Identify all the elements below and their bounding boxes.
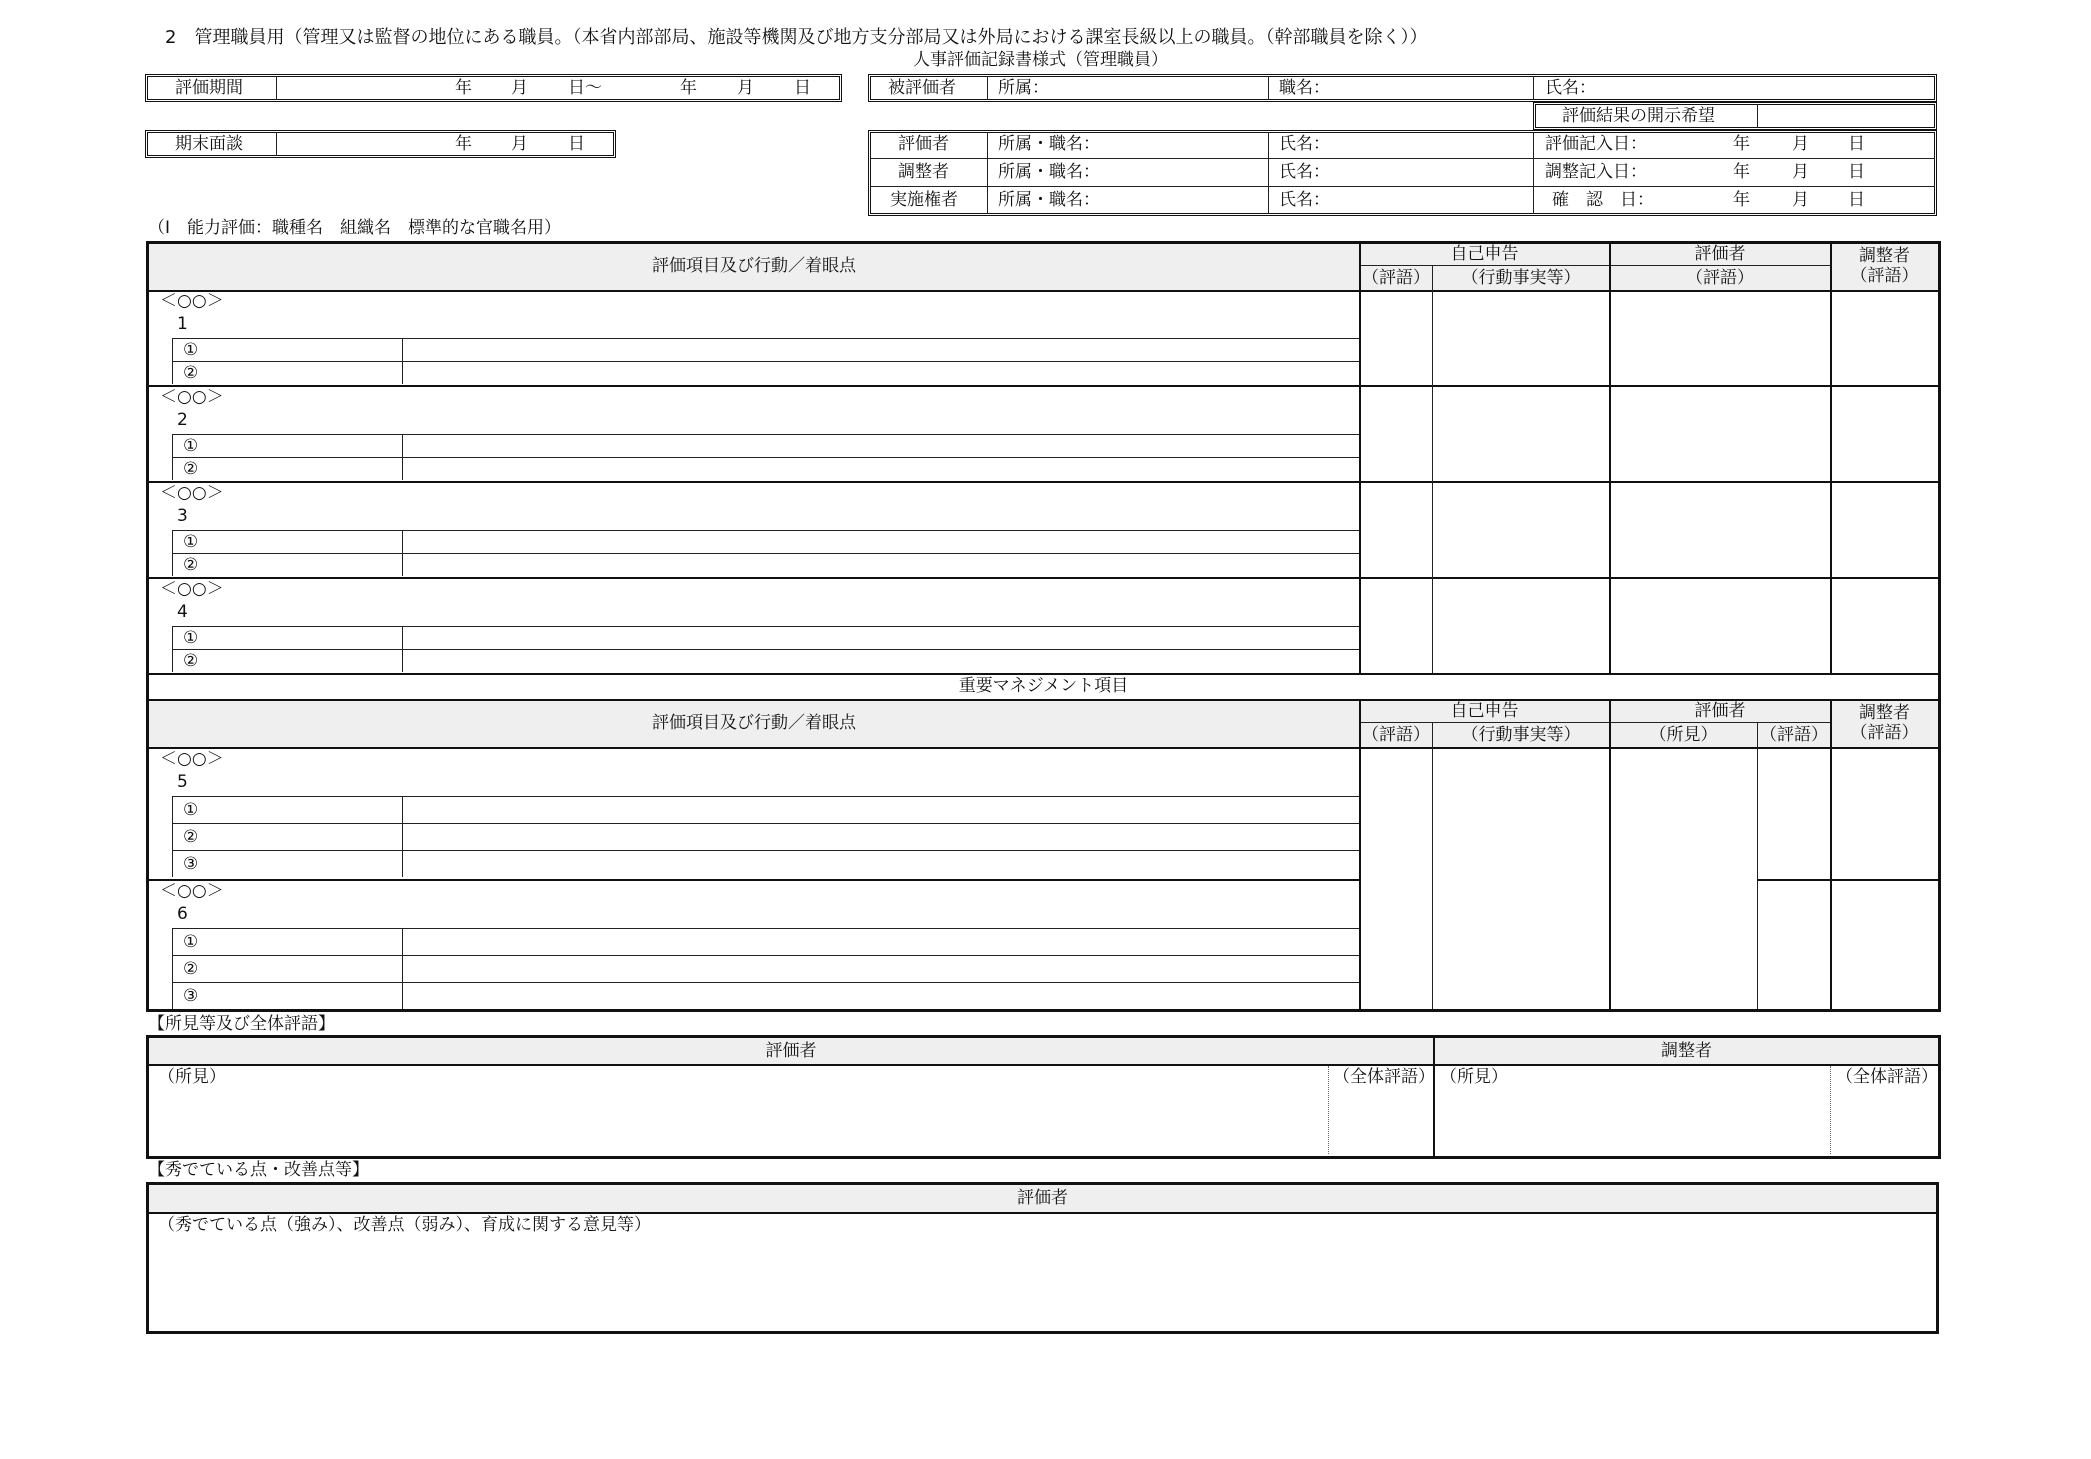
item-title: ＜○○＞ (160, 881, 224, 901)
implementer-affiliation: 所属・職名： (998, 190, 1100, 210)
sub-item-marker: ③ (183, 854, 199, 874)
item-number: 4 (177, 602, 188, 622)
evaluator-affiliation: 所属・職名： (998, 134, 1100, 154)
sub-item-marker: ② (183, 651, 199, 671)
evaluee-affiliation: 所属： (998, 78, 1049, 98)
item-number: 2 (177, 410, 188, 430)
period-start-month: 月 (511, 78, 528, 98)
evaluator-row-label: 評価者 (898, 134, 949, 154)
evaluator-hyogo-header: （評語） (1686, 268, 1754, 288)
item-title: ＜○○＞ (160, 483, 224, 503)
period-start-day: 日～ (568, 78, 602, 98)
sub-item-marker: ① (183, 932, 199, 952)
adjuster-zentai-label: （全体評語） (1836, 1067, 1938, 1087)
item-title: ＜○○＞ (160, 749, 224, 769)
evaluee-post: 職名： (1279, 78, 1330, 98)
evaluator-shoken-label: （所見） (158, 1067, 226, 1087)
implementer-date-day: 日 (1848, 190, 1865, 210)
self-report-header-2: 自己申告 (1450, 701, 1519, 721)
adjuster-date-month: 月 (1792, 162, 1809, 182)
evaluator-name: 氏名： (1279, 134, 1330, 154)
implementer-date-label: 確 認 日： (1552, 190, 1654, 210)
item-header-2: 評価項目及び行動／着眼点 (652, 713, 856, 733)
evaluator-date-month: 月 (1792, 134, 1809, 154)
overall-adjuster-header: 調整者 (1661, 1041, 1712, 1061)
adjuster-hyogo-header: （評語） (1850, 266, 1919, 286)
item-title: ＜○○＞ (160, 579, 224, 599)
evaluator-shoken-header: （所見） (1649, 725, 1718, 745)
sub-item-marker: ① (183, 532, 199, 552)
evaluation-period-label: 評価期間 (175, 78, 243, 98)
adjuster-header: 調整者 (1859, 246, 1910, 266)
item-number: 3 (177, 506, 188, 526)
item-title: ＜○○＞ (160, 387, 224, 407)
evaluator-hyogo-header-2: （評語） (1760, 725, 1828, 745)
period-end-year: 年 (680, 78, 697, 98)
overall-evaluator-header: 評価者 (765, 1041, 817, 1061)
final-interview-label: 期末面談 (175, 134, 243, 154)
management-items-label: 重要マネジメント項目 (958, 676, 1129, 696)
adjuster-name: 氏名： (1279, 162, 1330, 182)
sub-item-marker: ② (183, 827, 199, 847)
item-number: 6 (177, 904, 188, 924)
evaluator-zentai-label: （全体評語） (1333, 1067, 1435, 1087)
evaluator-date-label: 評価記入日： (1545, 134, 1647, 154)
sub-item-marker: ② (183, 363, 199, 383)
evaluator-date-year: 年 (1733, 134, 1750, 154)
adjuster-row-label: 調整者 (898, 162, 949, 182)
disclosure-label: 評価結果の開示希望 (1562, 106, 1715, 126)
item-title: ＜○○＞ (160, 291, 224, 311)
sub-item-marker: ③ (183, 986, 199, 1006)
sub-item-marker: ② (183, 555, 199, 575)
sub-item-marker: ② (183, 959, 199, 979)
implementer-row-label: 実施権者 (890, 190, 958, 210)
interview-year: 年 (455, 134, 472, 154)
adjuster-shoken-label: （所見） (1440, 1067, 1508, 1087)
evaluator-date-day: 日 (1848, 134, 1865, 154)
sub-item-marker: ① (183, 800, 199, 820)
self-hyogo-header-2: （評語） (1362, 725, 1430, 745)
strengths-evaluator-header: 評価者 (1017, 1188, 1068, 1208)
adjuster-header-2: 調整者 (1859, 703, 1910, 723)
implementer-name: 氏名： (1279, 190, 1330, 210)
item-header: 評価項目及び行動／着眼点 (652, 256, 856, 276)
overall-caption: 【所見等及び全体評語】 (148, 1014, 335, 1034)
sub-item-marker: ① (183, 628, 199, 648)
self-kodo-header: （行動事実等） (1461, 268, 1581, 288)
sub-item-marker: ② (183, 459, 199, 479)
self-hyogo-header: （評語） (1362, 268, 1430, 288)
strengths-note: （秀でている点（強み）、改善点（弱み）、育成に関する意見等） (158, 1215, 651, 1235)
evaluator-header-2: 評価者 (1694, 701, 1746, 721)
form-title: 人事評価記録書様式（管理職員） (913, 50, 1168, 70)
adjuster-date-day: 日 (1848, 162, 1865, 182)
adjuster-hyogo-header-2: （評語） (1850, 723, 1919, 743)
interview-month: 月 (511, 134, 528, 154)
evaluator-header: 評価者 (1694, 244, 1746, 264)
period-start-year: 年 (455, 78, 472, 98)
implementer-date-month: 月 (1792, 190, 1809, 210)
self-report-header: 自己申告 (1450, 244, 1519, 264)
self-kodo-header-2: （行動事実等） (1461, 725, 1581, 745)
adjuster-affiliation: 所属・職名： (998, 162, 1100, 182)
period-end-month: 月 (737, 78, 754, 98)
adjuster-date-year: 年 (1733, 162, 1750, 182)
evaluee-name: 氏名： (1545, 78, 1596, 98)
period-end-day: 日 (794, 78, 811, 98)
adjuster-date-label: 調整記入日： (1545, 162, 1647, 182)
form-heading: 2 管理職員用（管理又は監督の地位にある職員。（本省内部部局、施設等機関及び地方支分部局又は外局における課室長級以上の職員。（幹部職員を除く）） (165, 27, 1428, 48)
section1-caption: （Ⅰ 能力評価：職種名 組織名 標準的な官職名用） (148, 218, 562, 238)
item-number: 5 (177, 772, 188, 792)
strengths-caption: 【秀でている点・改善点等】 (148, 1160, 369, 1180)
item-number: 1 (177, 314, 188, 334)
interview-day: 日 (568, 134, 585, 154)
sub-item-marker: ① (183, 436, 199, 456)
evaluee-label: 被評価者 (888, 78, 956, 98)
implementer-date-year: 年 (1733, 190, 1750, 210)
sub-item-marker: ① (183, 340, 199, 360)
